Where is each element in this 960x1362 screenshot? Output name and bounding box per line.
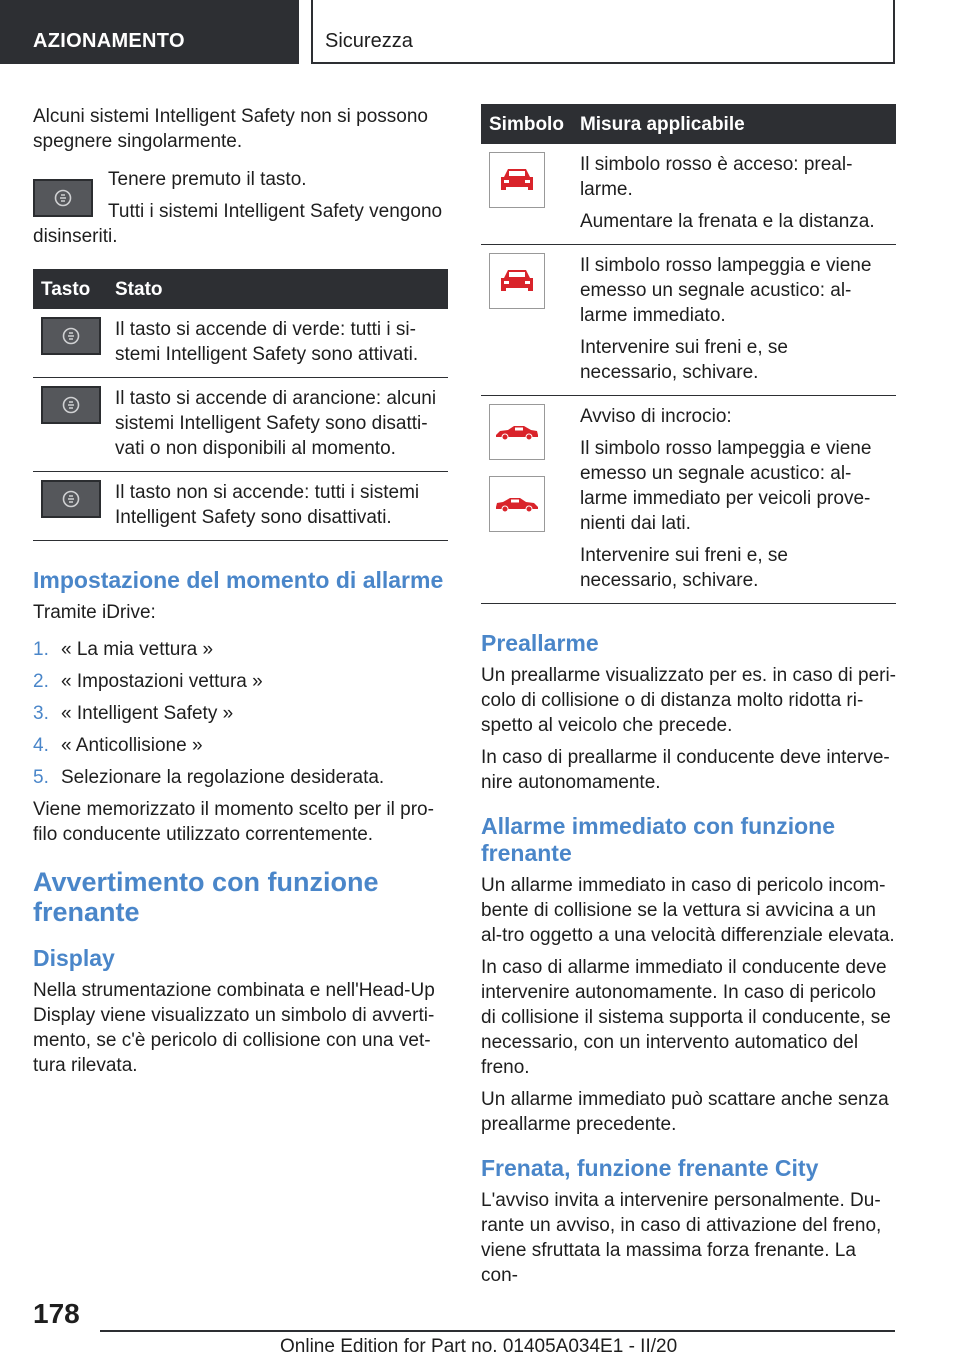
car-front-red-icon [489, 152, 545, 208]
chapter-title: AZIONAMENTO [33, 30, 185, 52]
list-item: 4. « Anticollisione » [33, 735, 203, 756]
heading-prealarm: Preallarme [481, 630, 599, 656]
heading-alarm-timing: Impostazione del momento di allarme [33, 567, 444, 593]
immediate-text: Un allarme immediato può scattare anche senza preallarme precedente. [481, 1089, 889, 1135]
heading-display: Display [33, 945, 115, 971]
key-off-icon [41, 480, 101, 518]
section-tab [311, 0, 895, 64]
key-status-table [33, 269, 448, 541]
list-item: 1. « La mia vettura » [33, 639, 214, 660]
status-text: Il tasto non si accende: tutti i sistemi Intelligent Safety sono disattivati. [115, 482, 420, 528]
symbol-table [481, 104, 896, 604]
heading-city-braking: Frenata, funzione frenante City [481, 1155, 819, 1181]
table-row [481, 144, 896, 245]
measure-text: Avviso di incrocio: [579, 406, 732, 427]
list-item: 5. Selezionare la regolazione desiderata. [33, 767, 385, 788]
heading-brake-warning: Avvertimento con funzione frenante [33, 867, 379, 927]
idrive-text: Tramite iDrive: [33, 602, 156, 623]
prealarm-text: In caso di preallarme il conducente deve interve-nire autonomamente. [481, 747, 890, 793]
list-item: 2. « Impostazioni vettura » [33, 671, 263, 692]
table-row [33, 309, 448, 378]
car-side-right-icon [489, 476, 545, 532]
chapter-tab [0, 0, 299, 64]
measure-text: Aumentare la frenata e la distanza. [579, 211, 875, 232]
city-text: L'avviso invita a intervenire personalmente. Du-rante un avviso, in caso di attivazione del freno, viene sfruttata la massima forza frenante. La con- [481, 1190, 882, 1286]
right-column [481, 104, 896, 1295]
footer-divider [100, 1330, 895, 1332]
heading-immediate-alarm: Allarme immediato con funzione frenante [481, 813, 835, 866]
table-row [33, 378, 448, 472]
memorized-text: Viene memorizzato il momento scelto per il pro-filo conducente utilizzato correntemente. [33, 799, 434, 845]
status-text: Il tasto si accende di verde: tutti i si-stemi Intelligent Safety sono attivati. [115, 319, 419, 365]
section-title: Sicurezza [325, 30, 413, 52]
measure-text: Intervenire sui freni e, se necessario, schivare. [579, 337, 788, 383]
car-front-red-flashing-icon [489, 253, 545, 309]
display-text: Nella strumentazione combinata e nell'Head-Up Display viene visualizzato un simbolo di avverti-mento, se c'è pericolo di collisione con una vet-tura rilevata. [33, 980, 435, 1076]
intelligent-safety-key-icon [33, 179, 93, 217]
steps-list [33, 637, 448, 790]
table-row [33, 472, 448, 541]
key-green-icon [41, 317, 101, 355]
immediate-text: In caso di allarme immediato il conducente deve intervenire autonomamente. In caso di pericolo di collisione il sistema supporta il conducente, se necessario, con un intervento automatico del freno. [481, 957, 891, 1078]
col-symbol-header: Simbolo [481, 104, 572, 144]
page-number: 178 [33, 1298, 80, 1329]
measure-text: Il simbolo rosso è acceso: preal-larme. [579, 154, 853, 200]
measure-text: Il simbolo rosso lampeggia e viene emesso un segnale acustico: al-larme immediato. [579, 255, 872, 326]
list-item: 3. « Intelligent Safety » [33, 703, 234, 724]
prealarm-text: Un preallarme visualizzato per es. in caso di peri-colo di collisione o di distanza molto ridotta ri-spetto al veicolo che precede. [481, 665, 897, 736]
press-key-block [33, 167, 448, 249]
immediate-text: Un allarme immediato in caso di pericolo incom-bente di collisione se la vettura si avvicina a un al-tro oggetto a una velocità differenziale elevata. [481, 875, 895, 946]
car-side-left-icon [489, 404, 545, 460]
col-key-header: Tasto [33, 269, 107, 309]
col-status-header: Stato [107, 269, 448, 309]
left-column [33, 104, 448, 1085]
status-text: Il tasto si accende di arancione: alcuni sistemi Intelligent Safety sono disatti-vati o non disponibili al momento. [115, 388, 437, 459]
measure-text: Intervenire sui freni e, se necessario, schivare. [579, 545, 788, 591]
all-off-text: Tutti i sistemi Intelligent Safety vengono disinseriti. [33, 201, 443, 247]
intro-text: Alcuni sistemi Intelligent Safety non si possono spegnere singolarmente. [33, 106, 428, 152]
edition-text: Online Edition for Part no. 01405A034E1 - II/20 [280, 1336, 678, 1357]
press-key-text: Tenere premuto il tasto. [108, 169, 307, 190]
key-orange-icon [41, 386, 101, 424]
table-row [481, 245, 896, 396]
measure-text: Il simbolo rosso lampeggia e viene emesso un segnale acustico: al-larme immediato per veicoli prove-nienti dai lati. [579, 438, 872, 534]
table-row [481, 396, 896, 604]
col-measure-header: Misura applicabile [572, 104, 896, 144]
